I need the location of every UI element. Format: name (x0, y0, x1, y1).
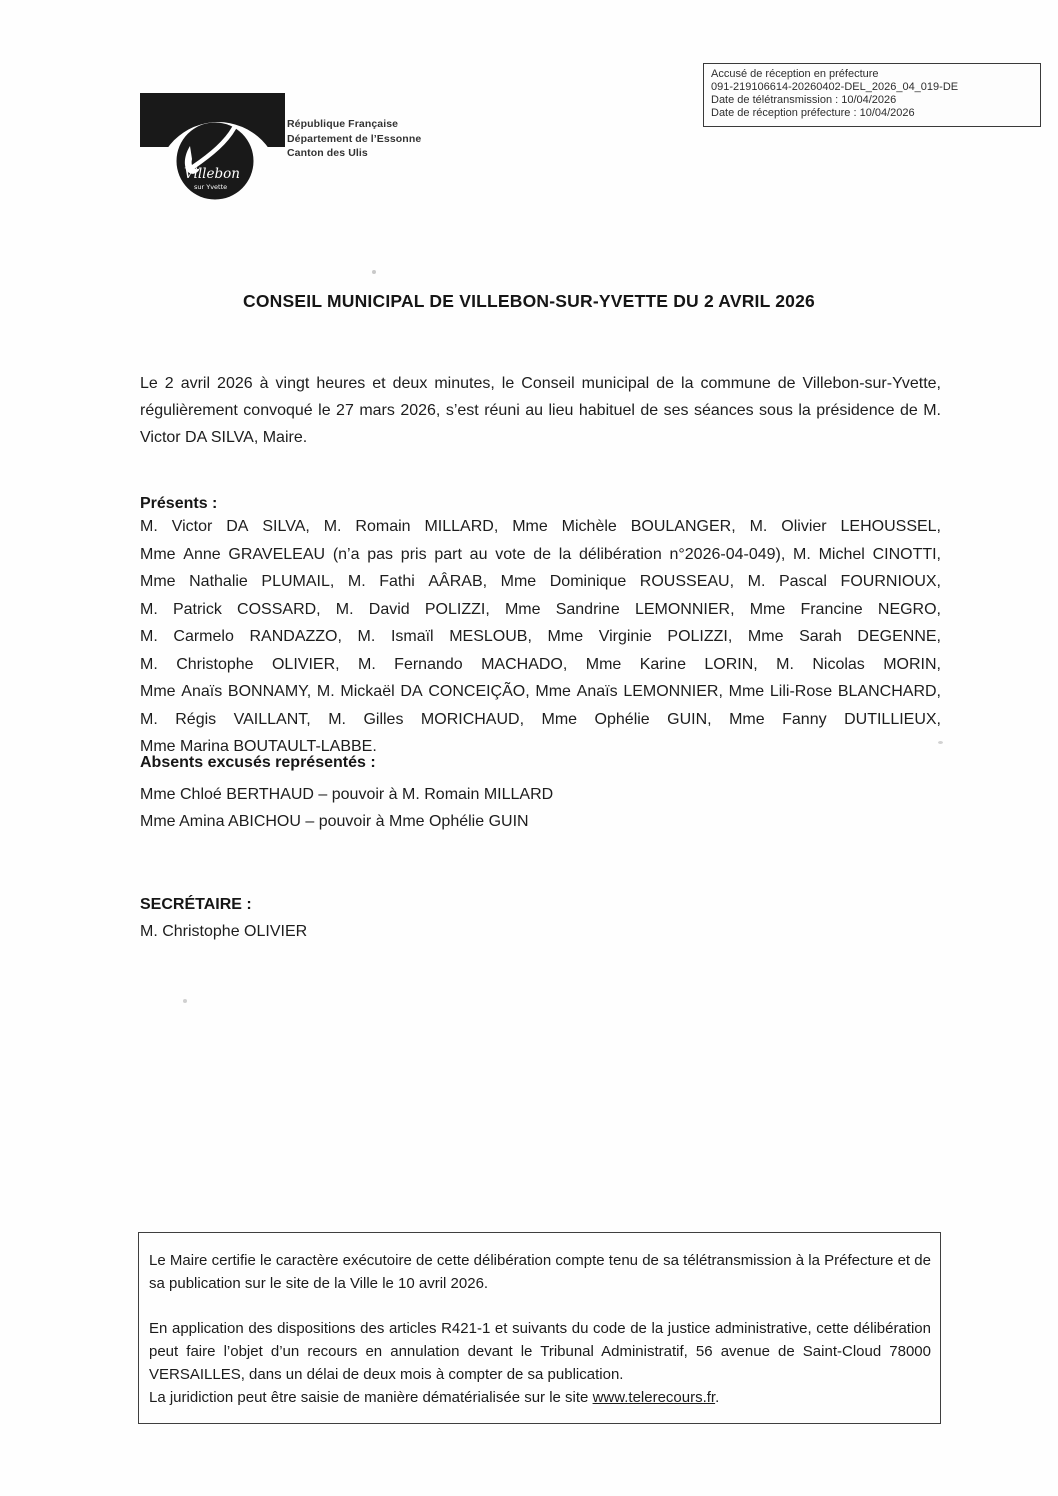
receipt-line-reference: 091-219106614-20260402-DEL_2026_04_019-DE (711, 81, 959, 93)
telerecours-link[interactable]: www.telerecours.fr (592, 1389, 716, 1406)
telerecours-text-prefix: La juridiction peut être saisie de manière dématérialisée sur le site (149, 1389, 593, 1406)
presents-heading: Présents : (140, 495, 218, 512)
telerecours-text-suffix: . (715, 1389, 720, 1406)
scan-speck (183, 999, 187, 1003)
receipt-line-title: Accusé de réception en préfecture (711, 68, 879, 80)
absents-heading: Absents excusés représentés : (140, 754, 376, 771)
villebon-city-logo (138, 86, 288, 208)
canton-line: Canton des Ulis (287, 147, 368, 159)
receipt-line-transmission-date: Date de télétransmission : 10/04/2026 (711, 94, 897, 106)
scan-speck (938, 741, 943, 744)
certification-paragraph: Le Maire certifie le caractère exécutoire de cette délibération compte tenu de sa télétransmission à la Préfecture et de sa publication sur le site de la Ville le 10 avril 2026. (149, 1252, 931, 1292)
executory-certification-box (138, 1232, 941, 1424)
presents-list: M. Victor DA SILVA, M. Romain MILLARD, Mme Michèle BOULANGER, M. Olivier LEHOUSSEL, Mme Anne GRAVELEAU (n’a pas pris part au vote de la délibération n°2026-04-049), M. Michel CINOTTI, Mme Nathalie PLUMAIL, M. Fathi AÂRAB, Mme Dominique ROUSSEAU, M. Pascal FOURNIOUX, M. Patrick COSSARD, M. David POLIZZI, Mme Sandrine LEMONNIER, Mme Francine NEGRO, M. Carmelo RANDAZZO, M. Ismaïl MESLOUB, Mme Virginie POLIZZI, Mme Sarah DEGENNE, M. Christophe OLIVIER, M. Fernando MACHADO, Mme Karine LORIN, M. Nicolas MORIN, Mme Anaïs BONNAMY, M. Mickaël DA CONCEIÇÃO, Mme Anaïs LEMONNIER, Mme Lili-Rose BLANCHARD, M. Régis VAILLANT, M. Gilles MORICHAUD, Mme Ophélie GUIN, Mme Fanny DUTILLIEUX, Mme Marina BOUTAULT-LABBE. (140, 518, 941, 755)
scan-speck (372, 270, 376, 274)
logo-wordmark: Villebon (184, 166, 240, 182)
telerecours-paragraph (149, 1386, 931, 1409)
session-intro-paragraph: Le 2 avril 2026 à vingt heures et deux minutes, le Conseil municipal de la commune de Villebon-sur-Yvette, régulièrement convoqué le 27 mars 2026, s’est réuni au lieu habituel de ses séances sous la présidence de M. Victor DA SILVA, Maire. (140, 375, 941, 446)
absent-proxy-line: Mme Amina ABICHOU – pouvoir à Mme Ophélie GUIN (140, 813, 529, 830)
absents-list (140, 781, 553, 835)
absent-proxy-line: Mme Chloé BERTHAUD – pouvoir à M. Romain MILLARD (140, 786, 554, 803)
prefecture-receipt-stamp (703, 63, 1041, 127)
secretary-heading: SECRÉTAIRE : (140, 896, 252, 913)
secretary-name: M. Christophe OLIVIER (140, 923, 308, 940)
page-title: CONSEIL MUNICIPAL DE VILLEBON-SUR-YVETTE DU 2 AVRIL 2026 (243, 291, 815, 311)
republic-line: République Française (287, 118, 399, 130)
receipt-line-reception-date: Date de réception préfecture : 10/04/2026 (711, 107, 915, 119)
department-line: Département de l’Essonne (287, 132, 422, 145)
logo-subtitle: sur Yvette (194, 183, 228, 191)
administrative-region-block (287, 117, 421, 161)
appeal-rights-paragraph: En application des dispositions des articles R421-1 et suivants du code de la justice administrative, cette délibération peut faire l’objet d’un recours en annulation devant le Tribunal Administratif, 56 avenue de Saint-Cloud 78000 VERSAILLES, dans un délai de deux mois à compter de sa publication. (149, 1320, 931, 1383)
